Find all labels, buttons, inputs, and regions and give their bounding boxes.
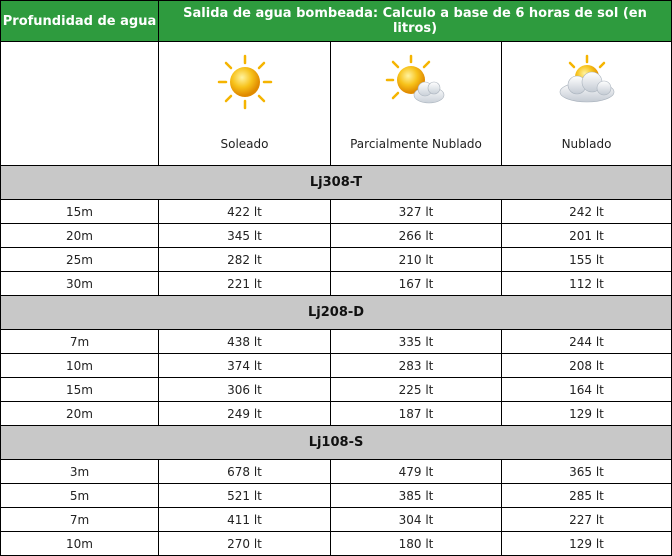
- table-row: [1, 508, 672, 532]
- table-row: [1, 224, 672, 248]
- depth-header: Profundidad de agua: [1, 1, 159, 42]
- sunny-cell: 521 lt: [159, 484, 331, 508]
- condition-label-cloudy: Nublado: [561, 137, 612, 151]
- model-label: Lj308-T: [1, 166, 672, 200]
- depth-cell: 25m: [1, 248, 159, 272]
- depth-cell: 30m: [1, 272, 159, 296]
- partly-cell: 167 lt: [331, 272, 502, 296]
- sunny-cell: 438 lt: [159, 330, 331, 354]
- table-row: [1, 402, 672, 426]
- condition-partly-cloudy: [331, 42, 502, 166]
- sunny-cell: 221 lt: [159, 272, 331, 296]
- sunny-cell: 411 lt: [159, 508, 331, 532]
- depth-cell: 20m: [1, 224, 159, 248]
- partly-cell: 180 lt: [331, 532, 502, 556]
- cloudy-cell: 365 lt: [502, 460, 672, 484]
- partly-cell: 266 lt: [331, 224, 502, 248]
- condition-cloudy: [502, 42, 672, 166]
- cloudy-cell: 244 lt: [502, 330, 672, 354]
- table-row: [1, 460, 672, 484]
- partly-cell: 335 lt: [331, 330, 502, 354]
- cloudy-cell: 285 lt: [502, 484, 672, 508]
- section-row: [1, 426, 672, 460]
- table-row: [1, 330, 672, 354]
- depth-cell: 7m: [1, 508, 159, 532]
- cloudy-cell: 129 lt: [502, 402, 672, 426]
- sunny-cell: 282 lt: [159, 248, 331, 272]
- partly-cell: 479 lt: [331, 460, 502, 484]
- cloudy-cell: 155 lt: [502, 248, 672, 272]
- table-row: [1, 272, 672, 296]
- depth-cell: 20m: [1, 402, 159, 426]
- partly-cell: 225 lt: [331, 378, 502, 402]
- sunny-cell: 306 lt: [159, 378, 331, 402]
- partly-cell: 327 lt: [331, 200, 502, 224]
- depth-cell: 7m: [1, 330, 159, 354]
- cloudy-cell: 242 lt: [502, 200, 672, 224]
- header-row: [1, 1, 672, 42]
- cloudy-cell: 227 lt: [502, 508, 672, 532]
- depth-cell: 15m: [1, 378, 159, 402]
- depth-cell: 3m: [1, 460, 159, 484]
- partly-cloudy-icon: [381, 52, 451, 112]
- conditions-row: [1, 42, 672, 166]
- cloudy-cell: 129 lt: [502, 532, 672, 556]
- output-header: Salida de agua bombeada: Calculo a base de 6 horas de sol (en litros): [159, 1, 672, 42]
- section-row: [1, 166, 672, 200]
- condition-label-sunny: Soleado: [220, 137, 269, 151]
- depth-cell: 10m: [1, 532, 159, 556]
- cloudy-cell: 208 lt: [502, 354, 672, 378]
- partly-cell: 187 lt: [331, 402, 502, 426]
- condition-sunny: [159, 42, 331, 166]
- cloudy-icon: [552, 52, 622, 112]
- table-row: [1, 378, 672, 402]
- table-row: [1, 200, 672, 224]
- model-label: Lj108-S: [1, 426, 672, 460]
- cloudy-cell: 201 lt: [502, 224, 672, 248]
- cloudy-cell: 112 lt: [502, 272, 672, 296]
- sunny-cell: 374 lt: [159, 354, 331, 378]
- partly-cell: 210 lt: [331, 248, 502, 272]
- cloudy-cell: 164 lt: [502, 378, 672, 402]
- sunny-cell: 270 lt: [159, 532, 331, 556]
- sunny-cell: 249 lt: [159, 402, 331, 426]
- partly-cell: 304 lt: [331, 508, 502, 532]
- table-row: [1, 248, 672, 272]
- table-row: [1, 354, 672, 378]
- partly-cell: 385 lt: [331, 484, 502, 508]
- condition-label-partly: Parcialmente Nublado: [350, 137, 482, 151]
- model-label: Lj208-D: [1, 296, 672, 330]
- sunny-cell: 345 lt: [159, 224, 331, 248]
- depth-cell: 10m: [1, 354, 159, 378]
- depth-cell: 15m: [1, 200, 159, 224]
- sunny-cell: 678 lt: [159, 460, 331, 484]
- table-row: [1, 484, 672, 508]
- sun-icon: [210, 52, 280, 112]
- section-row: [1, 296, 672, 330]
- partly-cell: 283 lt: [331, 354, 502, 378]
- table-row: [1, 532, 672, 556]
- depth-cell: 5m: [1, 484, 159, 508]
- empty-cell: [1, 42, 159, 166]
- sunny-cell: 422 lt: [159, 200, 331, 224]
